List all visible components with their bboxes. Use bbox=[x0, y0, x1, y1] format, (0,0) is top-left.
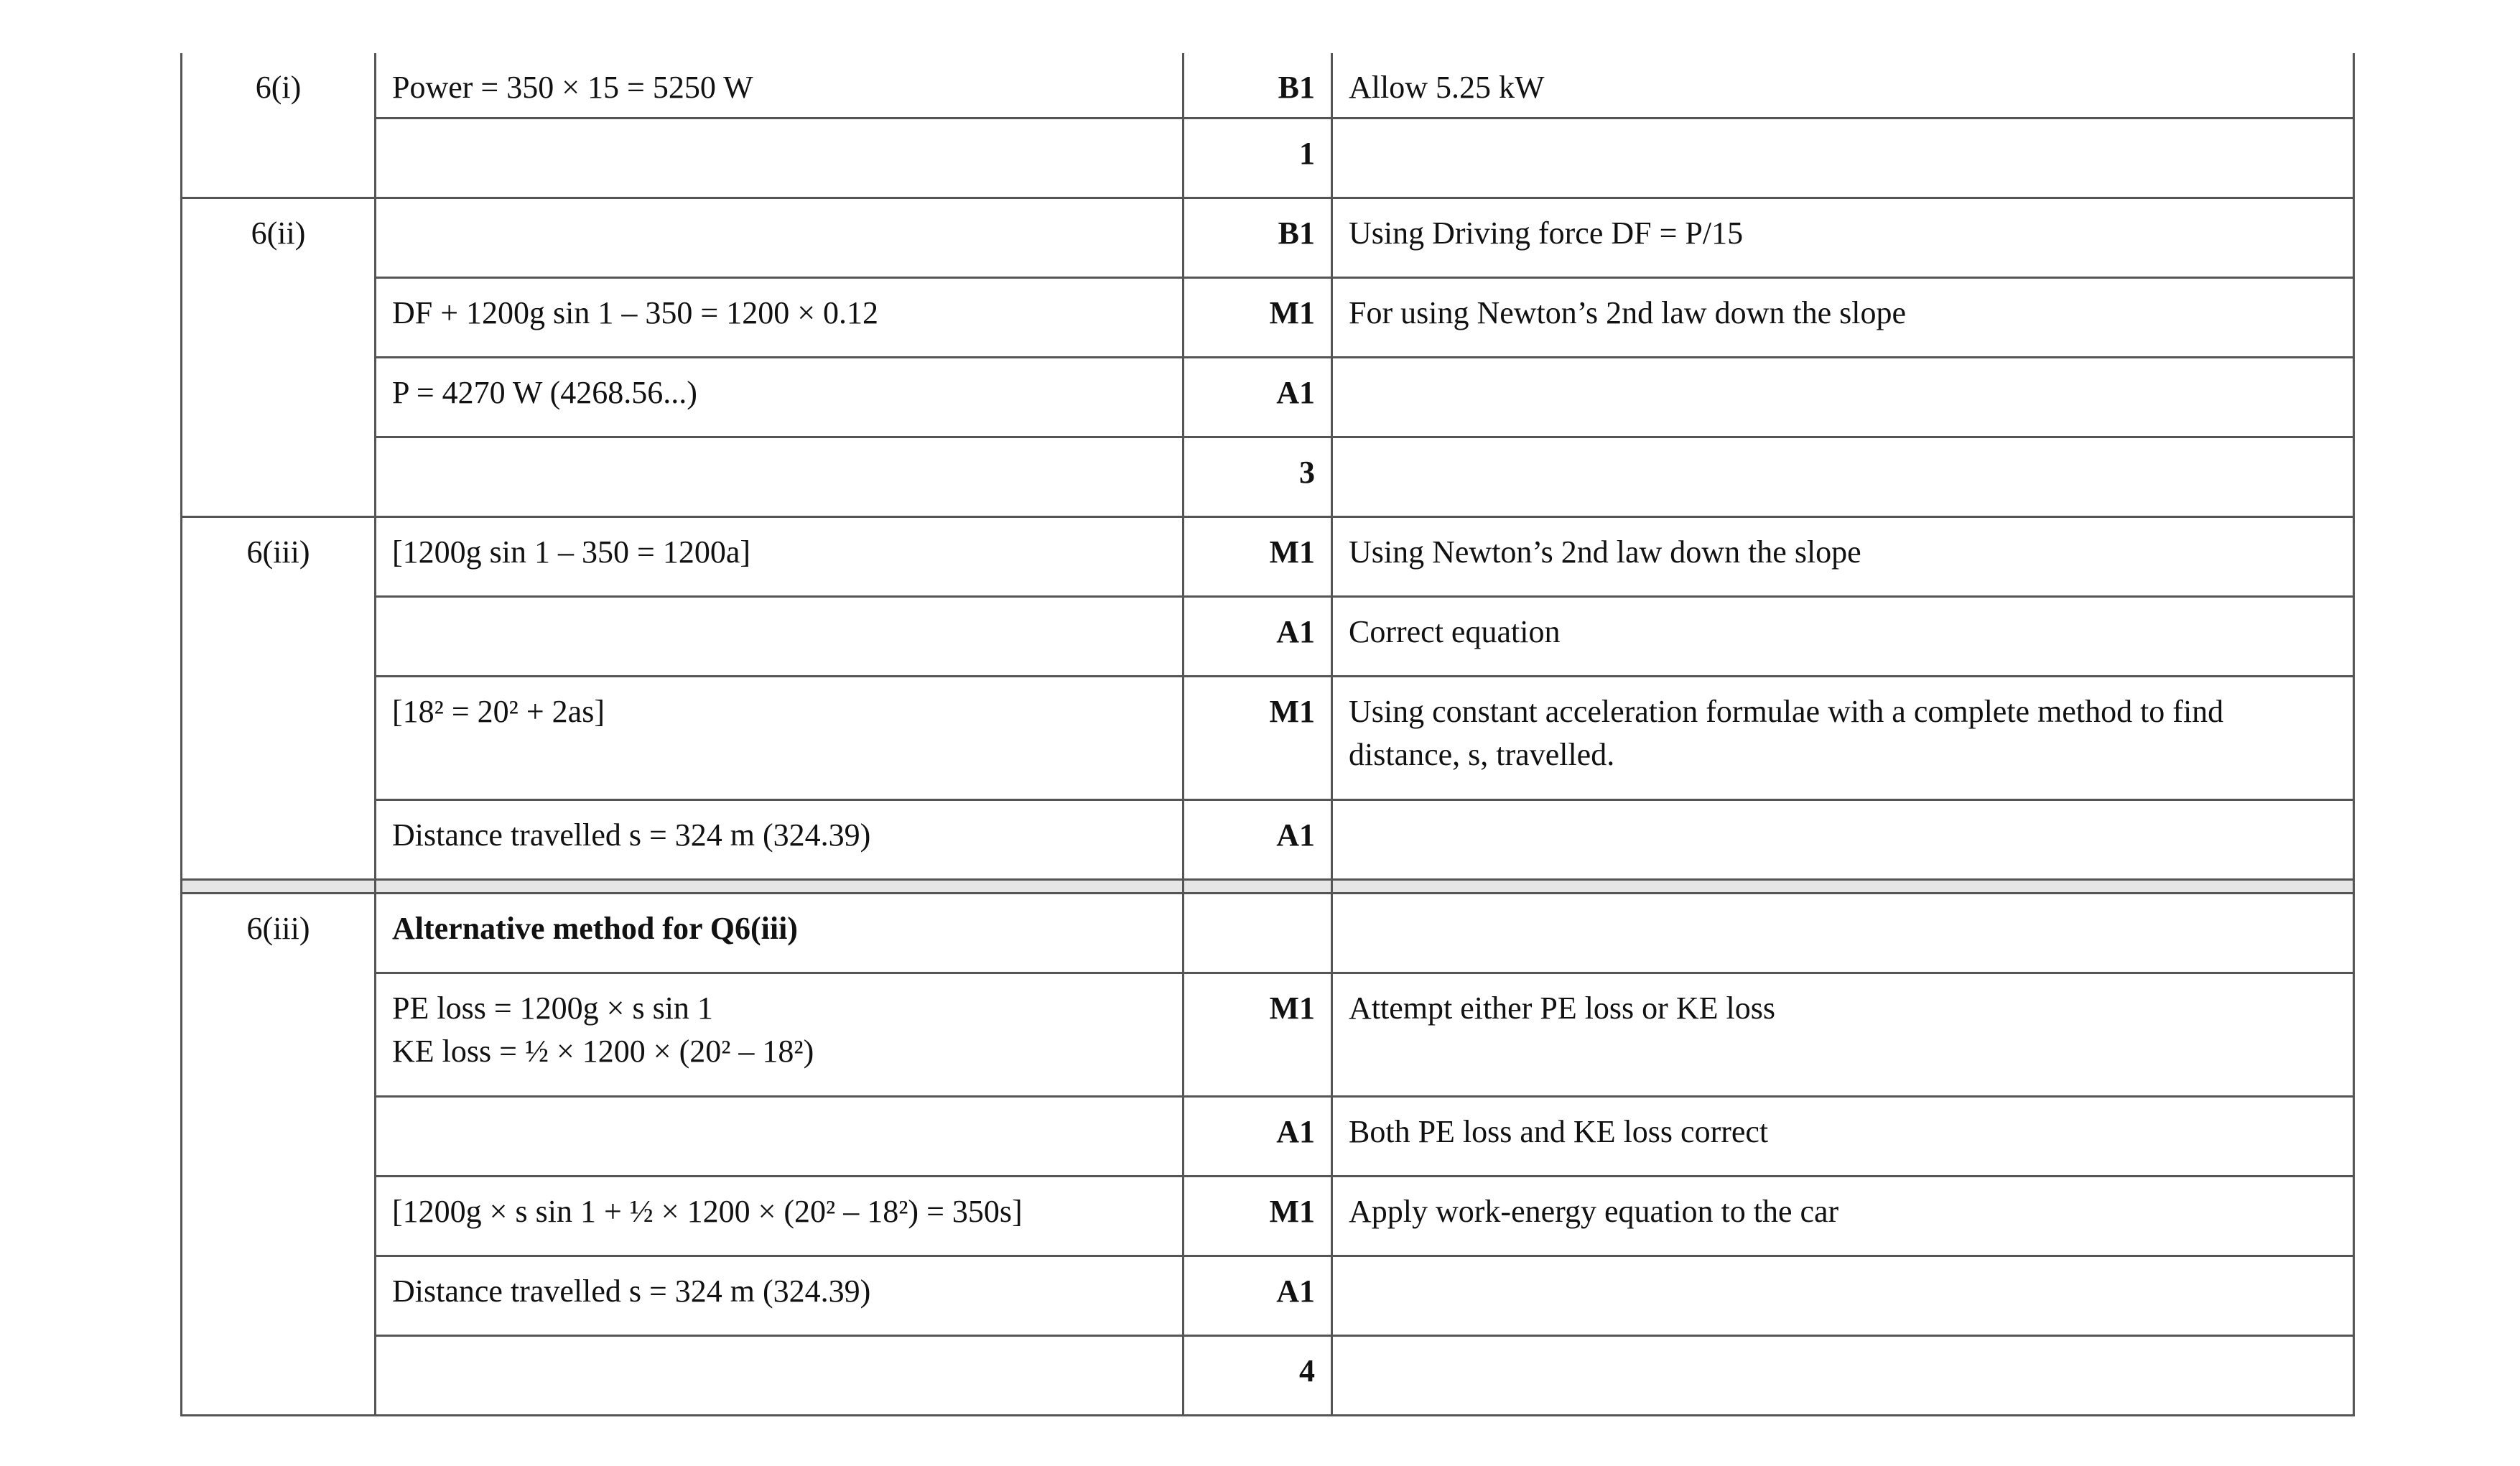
guidance-cell bbox=[1332, 1096, 2354, 1176]
table-row bbox=[182, 676, 2354, 799]
mark-code: A1 bbox=[1184, 1096, 1332, 1176]
guidance-cell bbox=[1332, 1256, 2354, 1335]
text-line: [1200g × s sin 1 + ½ × 1200 × (20² – 18²) = 350s] bbox=[392, 1193, 1023, 1229]
guidance-cell bbox=[1332, 118, 2354, 198]
guidance-cell bbox=[1332, 516, 2354, 596]
text-line: Alternative method for Q6(iii) bbox=[392, 910, 798, 946]
text-line: Allow 5.25 kW bbox=[1349, 70, 1545, 105]
answer-cell bbox=[376, 893, 1184, 973]
text-line: Using constant acceleration formulae with a complete method to find bbox=[1349, 693, 2224, 729]
answer-cell bbox=[376, 437, 1184, 516]
guidance-cell bbox=[1332, 596, 2354, 676]
table-row bbox=[182, 1096, 2354, 1176]
answer-cell bbox=[376, 676, 1184, 799]
text-line: Distance travelled s = 324 m (324.39) bbox=[392, 1273, 871, 1309]
mark-code bbox=[1184, 893, 1332, 973]
separator-cell bbox=[182, 879, 376, 893]
mark-code: A1 bbox=[1184, 799, 1332, 879]
text-line: Power = 350 × 15 = 5250 W bbox=[392, 70, 753, 105]
table-row bbox=[182, 53, 2354, 118]
text-line: Using Driving force DF = P/15 bbox=[1349, 215, 1744, 251]
text-line: KE loss = ½ × 1200 × (20² – 18²) bbox=[392, 1033, 814, 1069]
total-marks: 1 bbox=[1184, 118, 1332, 198]
mark-code: A1 bbox=[1184, 357, 1332, 437]
guidance-cell bbox=[1332, 277, 2354, 357]
table-row bbox=[182, 198, 2354, 277]
mark-code: A1 bbox=[1184, 596, 1332, 676]
table-row bbox=[182, 1256, 2354, 1335]
mark-scheme-body bbox=[182, 53, 2354, 1415]
answer-cell bbox=[376, 53, 1184, 118]
guidance-cell bbox=[1332, 357, 2354, 437]
table-row bbox=[182, 1335, 2354, 1415]
total-marks: 4 bbox=[1184, 1335, 1332, 1415]
answer-cell bbox=[376, 799, 1184, 879]
guidance-cell bbox=[1332, 799, 2354, 879]
table-row bbox=[182, 799, 2354, 879]
answer-cell bbox=[376, 277, 1184, 357]
mark-code: B1 bbox=[1184, 53, 1332, 118]
question-number: 6(iii) bbox=[182, 516, 376, 879]
question-number: 6(iii) bbox=[182, 893, 376, 1415]
table-row bbox=[182, 516, 2354, 596]
text-line: distance, s, travelled. bbox=[1349, 736, 1615, 772]
separator-cell bbox=[376, 879, 1184, 893]
text-line: Attempt either PE loss or KE loss bbox=[1349, 990, 1775, 1026]
mark-scheme-table bbox=[180, 53, 2355, 1416]
text-line: P = 4270 W (4268.56...) bbox=[392, 374, 697, 410]
answer-cell bbox=[376, 1096, 1184, 1176]
text-line: Correct equation bbox=[1349, 613, 1561, 649]
answer-cell bbox=[376, 973, 1184, 1096]
answer-cell bbox=[376, 357, 1184, 437]
mark-code: M1 bbox=[1184, 277, 1332, 357]
answer-cell bbox=[376, 1256, 1184, 1335]
answer-cell bbox=[376, 1176, 1184, 1256]
answer-cell bbox=[376, 516, 1184, 596]
mark-code: M1 bbox=[1184, 516, 1332, 596]
mark-code: M1 bbox=[1184, 1176, 1332, 1256]
mark-code: M1 bbox=[1184, 973, 1332, 1096]
text-line: [18² = 20² + 2as] bbox=[392, 693, 605, 729]
mark-code: A1 bbox=[1184, 1256, 1332, 1335]
guidance-cell bbox=[1332, 1335, 2354, 1415]
table-row bbox=[182, 893, 2354, 973]
total-marks: 3 bbox=[1184, 437, 1332, 516]
text-line: DF + 1200g sin 1 – 350 = 1200 × 0.12 bbox=[392, 294, 879, 330]
table-row bbox=[182, 1176, 2354, 1256]
guidance-cell bbox=[1332, 198, 2354, 277]
text-line: Apply work-energy equation to the car bbox=[1349, 1193, 1839, 1229]
table-row bbox=[182, 973, 2354, 1096]
table-row bbox=[182, 596, 2354, 676]
guidance-cell bbox=[1332, 53, 2354, 118]
text-line: For using Newton’s 2nd law down the slope bbox=[1349, 294, 1907, 330]
text-line: Using Newton’s 2nd law down the slope bbox=[1349, 534, 1861, 570]
text-line: [1200g sin 1 – 350 = 1200a] bbox=[392, 534, 750, 570]
text-line: Distance travelled s = 324 m (324.39) bbox=[392, 817, 871, 853]
answer-cell bbox=[376, 198, 1184, 277]
question-number: 6(i) bbox=[182, 53, 376, 198]
answer-cell bbox=[376, 596, 1184, 676]
question-number: 6(ii) bbox=[182, 198, 376, 516]
guidance-cell bbox=[1332, 437, 2354, 516]
method-separator bbox=[182, 879, 2354, 893]
guidance-cell bbox=[1332, 676, 2354, 799]
table-row bbox=[182, 357, 2354, 437]
answer-cell bbox=[376, 118, 1184, 198]
table-row bbox=[182, 437, 2354, 516]
guidance-cell bbox=[1332, 1176, 2354, 1256]
separator-cell bbox=[1332, 879, 2354, 893]
text-line: PE loss = 1200g × s sin 1 bbox=[392, 990, 713, 1026]
guidance-cell bbox=[1332, 893, 2354, 973]
mark-code: B1 bbox=[1184, 198, 1332, 277]
text-line: Both PE loss and KE loss correct bbox=[1349, 1113, 1769, 1149]
guidance-cell bbox=[1332, 973, 2354, 1096]
answer-cell bbox=[376, 1335, 1184, 1415]
table-row bbox=[182, 118, 2354, 198]
mark-code: M1 bbox=[1184, 676, 1332, 799]
separator-cell bbox=[1184, 879, 1332, 893]
table-row bbox=[182, 277, 2354, 357]
